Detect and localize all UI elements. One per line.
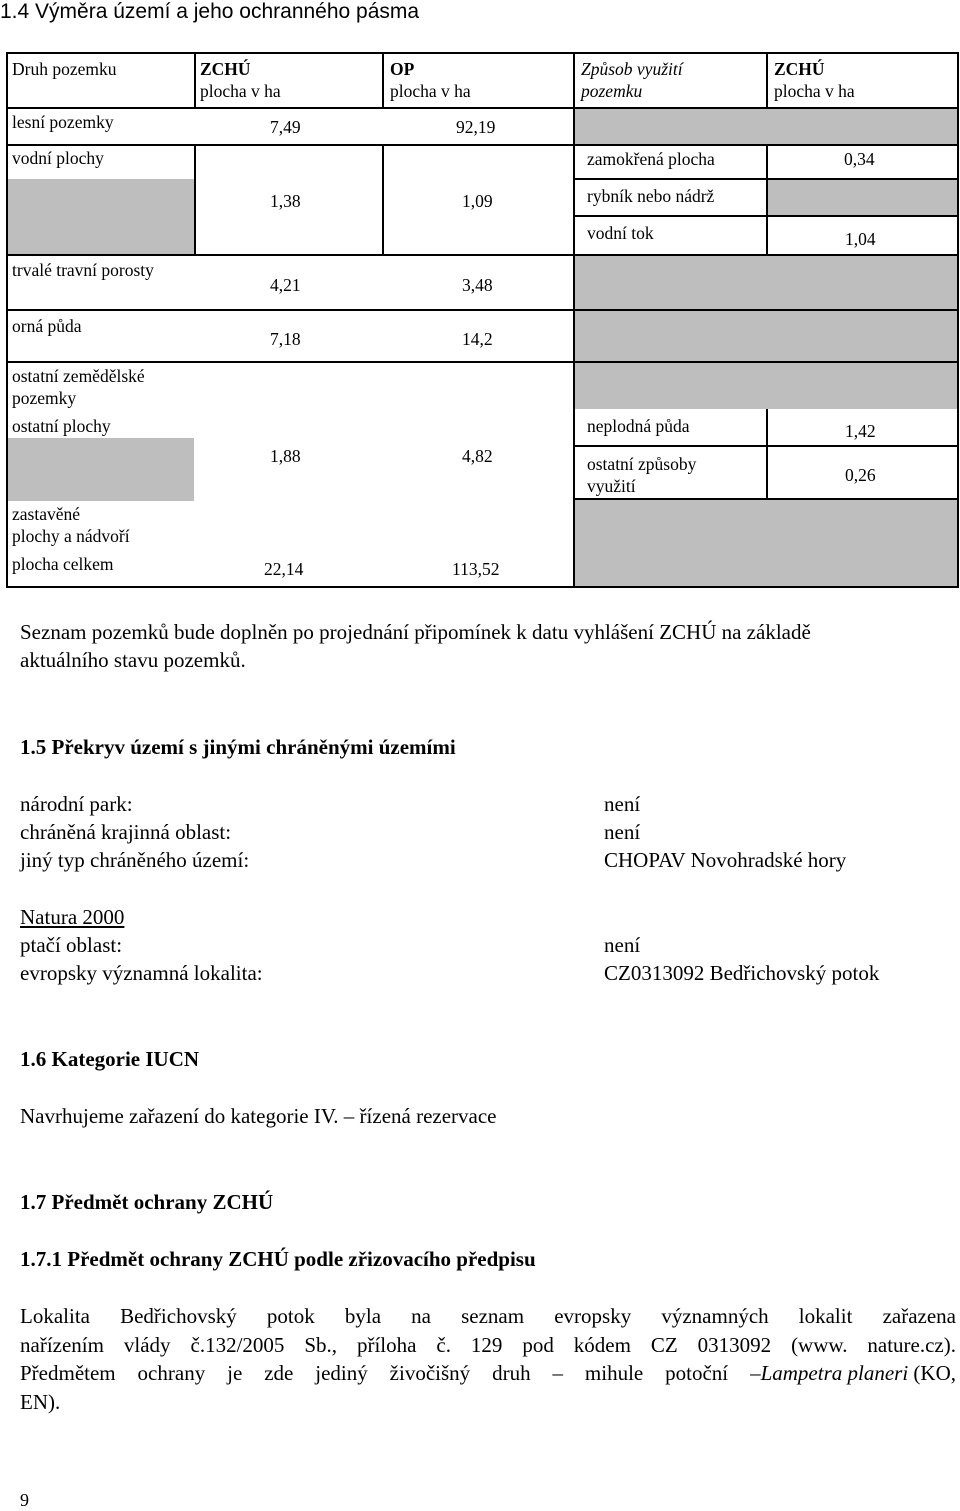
protection-paragraph	[20, 1302, 956, 1416]
row-zchu-orna: 7,18	[270, 329, 301, 349]
row-op-vodni: 1,09	[462, 191, 493, 211]
usage-label-rybnik: rybník nebo nádrž	[587, 186, 715, 206]
grey-cell	[8, 438, 194, 501]
overlap-value: CHOPAV Novohradské hory	[604, 848, 847, 872]
usage-value-ostatni-zpusoby: 0,26	[845, 465, 876, 485]
row-label-vodni: vodní plochy	[12, 148, 104, 168]
usage-label-neplodna: neplodná půda	[587, 416, 690, 436]
note-line-2: aktuálního stavu pozemků.	[20, 648, 246, 672]
usage-value-vodni-tok: 1,04	[845, 229, 876, 249]
paragraph-line-3-part: Předmětem ochrany je zde jediný živočišný druh – mihule potoční –	[20, 1361, 761, 1385]
overlap-value: není	[604, 820, 641, 844]
header-zchu-2-unit: plocha v ha	[774, 81, 855, 101]
paragraph-line-4: EN).	[20, 1389, 61, 1414]
natura-heading: Natura 2000	[20, 905, 125, 929]
section-title-1-5: 1.5 Překryv území s jinými chráněnými územími	[20, 735, 456, 759]
row-op-orna: 14,2	[462, 329, 493, 349]
species-name: Lampetra planeri	[760, 1361, 909, 1385]
header-druh: Druh pozemku	[12, 59, 117, 79]
usage-label-ostatni-zpusoby-1: ostatní způsoby	[587, 454, 697, 474]
header-op-unit: plocha v ha	[390, 81, 471, 101]
paragraph-line-2: nařízením vlády č.132/2005 Sb., příloha č. 129 pod kódem CZ 0313092 (www. nature.cz).	[20, 1332, 956, 1357]
row-op-travni: 3,48	[462, 275, 493, 295]
row-label-ostatni-zem-2: pozemky	[12, 388, 77, 408]
row-label-ostatni-plochy: ostatní plochy	[12, 416, 111, 436]
header-zchu-2: ZCHÚ	[774, 59, 825, 79]
paragraph-line-3	[20, 1359, 956, 1388]
page-number: 9	[20, 1490, 29, 1510]
natura-value: není	[604, 933, 641, 957]
row-label-orna: orná půda	[12, 316, 82, 336]
row-op-celkem: 113,52	[452, 559, 500, 579]
usage-value-neplodna: 1,42	[845, 421, 876, 441]
natura-label: evropsky významná lokalita:	[20, 961, 263, 985]
row-label-zastavene-2: plochy a nádvoří	[12, 526, 130, 546]
grey-cell	[8, 179, 194, 254]
natura-label: ptačí oblast:	[20, 933, 123, 957]
natura-value: CZ0313092 Bedřichovský potok	[604, 961, 880, 985]
row-op-lesni: 92,19	[456, 117, 496, 137]
row-zchu-celkem: 22,14	[264, 559, 304, 579]
overlap-label: národní park:	[20, 792, 133, 816]
usage-label-zamokrena: zamokřená plocha	[587, 149, 715, 169]
section-title-1-7-1: 1.7.1 Předmět ochrany ZCHÚ podle zřizovacího předpisu	[20, 1247, 536, 1271]
header-zchu-unit: plocha v ha	[200, 81, 281, 101]
overlap-value: není	[604, 792, 641, 816]
section-title-1-7: 1.7 Předmět ochrany ZCHÚ	[20, 1190, 274, 1214]
header-zpusob-2: pozemku	[581, 81, 643, 101]
grey-cell	[573, 109, 958, 145]
row-zchu-vodni: 1,38	[270, 191, 301, 211]
row-zchu-ostatni-plochy: 1,88	[270, 446, 301, 466]
header-op: OP	[390, 59, 415, 79]
usage-value-zamokrena: 0,34	[844, 149, 875, 169]
section-title-1-6: 1.6 Kategorie IUCN	[20, 1047, 200, 1071]
usage-label-ostatni-zpusoby-2: využití	[587, 476, 636, 496]
usage-label-vodni-tok: vodní tok	[587, 223, 654, 243]
grey-cell	[573, 256, 958, 409]
row-label-celkem: plocha celkem	[12, 554, 114, 574]
iucn-text: Navrhujeme zařazení do kategorie IV. – řízená rezervace	[20, 1104, 497, 1128]
grey-cell	[766, 179, 958, 215]
overlap-label: chráněná krajinná oblast:	[20, 820, 232, 844]
paragraph-line-3-text	[20, 1359, 761, 1388]
section-title-1-4: 1.4 Výměra území a jeho ochranného pásma	[0, 0, 420, 23]
grey-cell	[573, 500, 958, 586]
row-label-ostatni-zem-1: ostatní zemědělské	[12, 366, 145, 386]
paragraph-line-1: Lokalita Bedřichovský potok byla na seznam evropsky významných lokalit zařazena	[20, 1304, 956, 1328]
row-label-travni: trvalé travní porosty	[12, 260, 154, 280]
note-line-1: Seznam pozemků bude doplněn po projednání připomínek k datu vyhlášení ZCHÚ na základě	[20, 620, 811, 644]
row-zchu-lesni: 7,49	[270, 117, 301, 137]
area-table	[0, 0, 960, 600]
row-op-ostatni-plochy: 4,82	[462, 446, 493, 466]
row-label-lesni: lesní pozemky	[12, 112, 114, 132]
header-zchu: ZCHÚ	[200, 59, 251, 79]
paragraph-line-3-end: (KO,	[908, 1361, 956, 1385]
overlap-label: jiný typ chráněného území:	[20, 848, 250, 872]
header-zpusob: Způsob využití	[581, 59, 683, 79]
row-label-zastavene-1: zastavěné	[12, 504, 81, 524]
row-zchu-travni: 4,21	[270, 275, 301, 295]
